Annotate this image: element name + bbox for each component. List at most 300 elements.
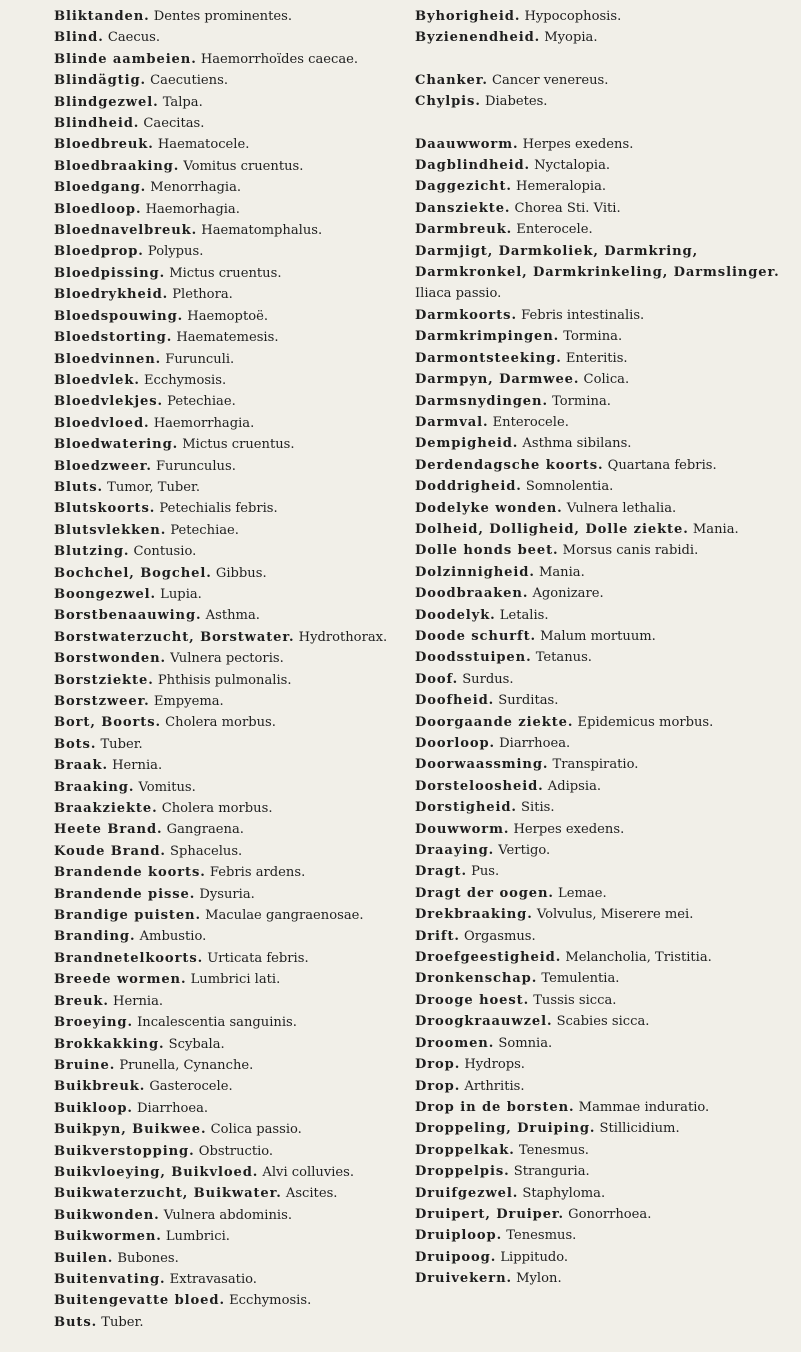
entry-term: Darmkoorts. [415, 307, 517, 323]
entry-term: Dragt. [415, 864, 467, 880]
entry-definition: Morsus canis rabidi. [558, 543, 699, 559]
entry-term: Buikwormen. [54, 1229, 162, 1245]
dictionary-entry [54, 1076, 406, 1097]
entry-definition: Alvi colluvies. [258, 1164, 355, 1180]
entry-term: Dolheid, Dolligheid, Dolle ziekte. [415, 521, 689, 537]
dictionary-entry [415, 70, 785, 91]
section-d [415, 134, 785, 1290]
section-gap [415, 113, 785, 134]
entry-definition: Tuber. [97, 1314, 144, 1330]
entry-term: Druiploop. [415, 1228, 503, 1244]
entry-definition: Enterocele. [488, 414, 569, 430]
dictionary-entry [54, 27, 406, 48]
entry-definition: Petechialis febris. [155, 501, 278, 517]
entry-definition: Cancer venereus. [487, 72, 609, 88]
entry-term: Droefgeestigheid. [415, 950, 562, 966]
entry-term: Blinde aambeien. [54, 51, 197, 67]
section-by [415, 6, 785, 49]
dictionary-entry [415, 476, 785, 497]
entry-definition: Polypus. [143, 244, 204, 260]
dictionary-entry [415, 840, 785, 861]
dictionary-entry [415, 926, 785, 947]
entry-definition: Chorea Sti. Viti. [510, 200, 621, 216]
dictionary-entry [415, 1097, 785, 1118]
entry-term: Druivekern. [415, 1271, 512, 1287]
dictionary-entry [54, 1162, 406, 1183]
entry-term: Dodelyke wonden. [415, 500, 563, 516]
dictionary-entry [54, 241, 406, 262]
dictionary-entry [415, 733, 785, 754]
entry-term: Koude Brand. [54, 843, 166, 859]
dictionary-entry [54, 734, 406, 755]
entry-definition: Enterocele. [512, 222, 593, 238]
dictionary-entry [54, 584, 406, 605]
dictionary-entry [54, 456, 406, 477]
entry-term: Breede wormen. [54, 972, 187, 988]
entry-definition: Stranguria. [509, 1164, 590, 1180]
dictionary-entry [54, 1012, 406, 1033]
entry-definition: Haemoptoë. [183, 308, 268, 324]
entry-definition: Lemae. [553, 885, 607, 901]
entry-term: Draaying. [415, 843, 495, 859]
entry-term: Drooge hoest. [415, 992, 530, 1008]
dictionary-entry [54, 1269, 406, 1290]
entry-term: Darmpyn, Darmwee. [415, 372, 580, 388]
entry-term: Blindägtig. [54, 73, 146, 89]
entry-term: Blutsvlekken. [54, 522, 167, 538]
dictionary-entry [415, 947, 785, 968]
entry-definition: Tumor, Tuber. [102, 479, 201, 495]
dictionary-entry [54, 349, 406, 370]
entry-definition: Sitis. [516, 800, 555, 816]
entry-definition: Herpes exedens. [509, 821, 625, 837]
entry-term: Bluts. [54, 479, 103, 495]
dictionary-entry [54, 477, 406, 498]
dictionary-entry [415, 626, 785, 647]
dictionary-entry [415, 605, 785, 626]
entry-term: Dronkenschap. [415, 971, 538, 987]
entry-definition: Tenesmus. [502, 1228, 577, 1244]
entry-term: Byzienendheid. [415, 30, 541, 46]
entry-definition: Haemorrhagia. [149, 415, 255, 431]
entry-definition: Gasterocele. [145, 1079, 233, 1095]
entry-term: Brandende koorts. [54, 865, 206, 881]
entry-definition: Obstructio. [194, 1143, 274, 1159]
dictionary-entry [415, 797, 785, 818]
dictionary-entry [415, 241, 785, 305]
entry-definition: Surdus. [458, 671, 514, 687]
entry-definition: Empyema. [149, 694, 224, 709]
entry-definition: Vertigo. [494, 843, 551, 859]
entry-term: Doddrigheid. [415, 479, 522, 495]
dictionary-entry [415, 433, 785, 454]
entry-definition: Ascites. [281, 1186, 338, 1202]
entry-term: Brandende pisse. [54, 886, 196, 902]
entry-term: Buitengevatte bloed. [54, 1293, 225, 1309]
entry-definition: Tormina. [559, 329, 623, 345]
entry-definition: Scybala. [164, 1036, 225, 1052]
dictionary-entry [54, 177, 406, 198]
entry-term: Bloedloop. [54, 201, 142, 217]
entry-term: Druifgezwel. [415, 1185, 519, 1201]
dictionary-entry [54, 926, 406, 947]
entry-term: Douwworm. [415, 821, 510, 837]
dictionary-entry [54, 70, 406, 91]
dictionary-entry [54, 1183, 406, 1204]
right-column [415, 6, 785, 1290]
entry-term: Bloedstorting. [54, 330, 173, 346]
entry-term: Dansziekte. [415, 200, 511, 216]
entry-term: Bloedvlekjes. [54, 394, 163, 410]
dictionary-entry [415, 712, 785, 733]
entry-definition: Caecutiens. [145, 73, 228, 89]
entry-term: Bloedrykheid. [54, 287, 169, 303]
entry-term: Blutskoorts. [54, 501, 156, 517]
entry-definition: Diarrhoea. [132, 1100, 209, 1116]
dictionary-entry [54, 948, 406, 969]
entry-definition: Temulentia. [537, 971, 620, 987]
entry-term: Bloedzweer. [54, 458, 152, 474]
entry-term: Bochchel, Bogchel. [54, 565, 212, 581]
entry-definition: Petechiae. [162, 394, 236, 410]
entry-definition: Dysuria. [195, 886, 255, 902]
dictionary-entry [415, 1268, 785, 1289]
entry-term: Doodbraaken. [415, 586, 529, 602]
entry-term: Drift. [415, 928, 460, 944]
entry-term: Drekbraaking. [415, 907, 533, 923]
entry-term: Broeying. [54, 1015, 133, 1031]
dictionary-entry [415, 1054, 785, 1075]
left-column [54, 6, 406, 1333]
dictionary-entry [415, 134, 785, 155]
entry-definition: Maculae gangraenosae. [200, 908, 364, 924]
dictionary-entry [54, 434, 406, 455]
entry-definition: Epidemicus morbus. [573, 714, 714, 730]
entry-term: Dorstigheid. [415, 800, 517, 816]
dictionary-entry [415, 990, 785, 1011]
dictionary-entry [54, 284, 406, 305]
entry-term: Branding. [54, 929, 136, 945]
dictionary-entry [54, 220, 406, 241]
entry-term: Borstzweer. [54, 694, 150, 709]
entry-term: Doodelyk. [415, 607, 496, 623]
entry-definition: Petechiae. [166, 522, 239, 538]
dictionary-entry [415, 861, 785, 882]
entry-term: Drop in de borsten. [415, 1099, 575, 1115]
dictionary-entry [54, 755, 406, 776]
entry-term: Doof. [415, 671, 459, 687]
dictionary-entry [54, 777, 406, 798]
entry-term: Blind. [54, 30, 104, 46]
entry-definition: Melancholia, Tristitia. [561, 950, 712, 966]
entry-definition: Gangraena. [162, 822, 244, 838]
section-c [415, 70, 785, 113]
entry-definition: Dentes prominentes. [149, 9, 292, 24]
dictionary-entry [54, 1248, 406, 1269]
dictionary-entry [54, 370, 406, 391]
entry-term: Doode schurft. [415, 628, 536, 644]
entry-definition: Febris intestinalis. [516, 307, 645, 323]
dictionary-entry [415, 219, 785, 240]
dictionary-entry [54, 627, 406, 648]
entry-term: Druipoog. [415, 1249, 497, 1265]
dictionary-entry [54, 92, 406, 113]
dictionary-entry [415, 519, 785, 540]
entry-definition: Hypocophosis. [520, 9, 622, 24]
entry-definition: Haematomphalus. [197, 223, 323, 239]
dictionary-entry [415, 348, 785, 369]
dictionary-entry [415, 1076, 785, 1097]
entry-definition: Haemorrhoïdes caecae. [196, 51, 359, 67]
entry-term: Darmbreuk. [415, 222, 513, 238]
entry-definition: Caecus. [103, 30, 161, 46]
entry-term: Doodsstuipen. [415, 650, 532, 666]
entry-definition: Mania. [688, 521, 739, 537]
entry-term: Bruine. [54, 1057, 116, 1073]
entry-term: Dolzinnigheid. [415, 564, 535, 580]
entry-term: Bloedspouwing. [54, 308, 184, 324]
section-gap [415, 49, 785, 70]
dictionary-entry [415, 391, 785, 412]
entry-definition: Diarrhoea. [494, 736, 571, 751]
entry-definition: Mictus cruentus. [165, 265, 282, 281]
dictionary-entry [54, 819, 406, 840]
dictionary-entry [54, 1055, 406, 1076]
entry-term: Doofheid. [415, 693, 495, 709]
dictionary-entry [415, 1183, 785, 1204]
dictionary-entry [415, 155, 785, 176]
entry-definition: Quartana febris. [603, 457, 717, 473]
dictionary-entry [415, 1161, 785, 1182]
entry-term: Buikwonden. [54, 1207, 160, 1223]
entry-term: Doorwaassming. [415, 757, 549, 773]
dictionary-entry [54, 605, 406, 626]
entry-definition: Bubones. [113, 1250, 179, 1266]
entry-term: Darmontsteeking. [415, 350, 562, 366]
dictionary-entry [54, 391, 406, 412]
entry-definition: Herpes exedens. [518, 136, 634, 152]
entry-definition: Asthma sibilans. [518, 436, 632, 452]
entry-definition: Hernia. [108, 993, 164, 1009]
dictionary-entry [54, 1119, 406, 1140]
entry-term: Darmjigt, Darmkoliek, Darmkring, Darmkronkel, Darmkrinkeling, Darmslinger. [415, 243, 780, 281]
dictionary-entry [415, 1204, 785, 1225]
entry-term: Buikvloeying, Buikvloed. [54, 1164, 259, 1180]
entry-definition: Pus. [466, 864, 500, 880]
entry-term: Bloedvlek. [54, 372, 140, 388]
dictionary-entry [54, 905, 406, 926]
entry-term: Buikbreuk. [54, 1079, 146, 1095]
entry-definition: Gonorrhoea. [564, 1206, 652, 1222]
dictionary-entry [54, 6, 406, 27]
entry-definition: Furunculi. [161, 351, 235, 367]
entry-definition: Colica. [579, 372, 630, 388]
dictionary-entry [415, 1225, 785, 1246]
entry-term: Darmsnydingen. [415, 393, 548, 409]
dictionary-entry [54, 862, 406, 883]
dictionary-entry [54, 498, 406, 519]
dictionary-entry [54, 134, 406, 155]
entry-definition: Nyctalopia. [530, 158, 611, 174]
entry-definition: Tetanus. [531, 650, 592, 666]
entry-term: Druipert, Druiper. [415, 1206, 564, 1222]
entry-term: Darmval. [415, 414, 489, 430]
entry-definition: Letalis. [495, 607, 549, 623]
dictionary-entry [54, 1034, 406, 1055]
entry-definition: Volvulus, Miserere mei. [532, 907, 694, 923]
dictionary-entry [415, 968, 785, 989]
entry-definition: Surditas. [494, 693, 559, 709]
dictionary-entry [54, 156, 406, 177]
entry-term: Buikverstopping. [54, 1143, 195, 1159]
entry-term: Dorsteloosheid. [415, 778, 544, 794]
dictionary-entry [54, 306, 406, 327]
entry-term: Bloedvloed. [54, 415, 150, 431]
dictionary-entry [415, 1140, 785, 1161]
entry-definition: Mania. [534, 564, 585, 580]
entry-term: Droppelkak. [415, 1142, 515, 1158]
dictionary-entry [415, 326, 785, 347]
entry-definition: Malum mortuum. [536, 628, 656, 644]
dictionary-entry [415, 498, 785, 519]
entry-definition: Lumbrici lati. [186, 972, 281, 988]
dictionary-entry [415, 176, 785, 197]
entry-definition: Tenesmus. [514, 1142, 589, 1158]
entry-term: Brandnetelkoorts. [54, 950, 204, 966]
dictionary-entry [54, 1141, 406, 1162]
entry-definition: Colica passio. [206, 1122, 302, 1138]
entry-definition: Hydrops. [460, 1057, 525, 1073]
entry-definition: Tuber. [96, 736, 143, 752]
dictionary-entry [415, 754, 785, 775]
entry-definition: Tussis sicca. [529, 992, 617, 1008]
dictionary-entry [54, 884, 406, 905]
entry-term: Bliktanden. [54, 9, 150, 24]
entry-definition: Somnolentia. [521, 479, 614, 495]
entry-definition: Vulnera abdominis. [159, 1207, 292, 1223]
entry-term: Bots. [54, 736, 97, 752]
dictionary-entry [54, 199, 406, 220]
dictionary-entry [415, 1247, 785, 1268]
dictionary-entry [415, 455, 785, 476]
entry-definition: Talpa. [158, 94, 203, 110]
dictionary-entry [415, 819, 785, 840]
entry-definition: Vulnera pectoris. [166, 651, 284, 667]
entry-definition: Menorrhagia. [146, 180, 242, 196]
entry-definition: Vomitus. [134, 779, 196, 795]
entry-term: Buts. [54, 1314, 98, 1330]
entry-term: Drop. [415, 1078, 461, 1094]
entry-term: Heete Brand. [54, 822, 163, 838]
dictionary-entry [54, 648, 406, 669]
dictionary-entry [54, 712, 406, 733]
entry-definition: Agonizare. [528, 586, 604, 602]
dictionary-entry [54, 798, 406, 819]
entry-definition: Hernia. [107, 758, 163, 774]
entry-term: Doorgaande ziekte. [415, 714, 574, 730]
dictionary-entry [54, 691, 406, 712]
entry-term: Bloedpissing. [54, 265, 166, 281]
entry-definition: Prunella, Cynanche. [115, 1057, 254, 1073]
entry-term: Buitenvating. [54, 1271, 166, 1287]
entry-definition: Mylon. [511, 1271, 562, 1287]
entry-term: Braakziekte. [54, 801, 158, 817]
entry-term: Buikloop. [54, 1100, 133, 1116]
entry-definition: Orgasmus. [459, 928, 536, 944]
entry-term: Buikwaterzucht, Buikwater. [54, 1186, 282, 1202]
dictionary-entry [54, 563, 406, 584]
entry-definition: Plethora. [168, 287, 233, 303]
entry-term: Drop. [415, 1057, 461, 1073]
entry-definition: Enteritis. [561, 350, 628, 366]
dictionary-entry [415, 27, 785, 48]
entry-term: Breuk. [54, 993, 109, 1009]
dictionary-entry [54, 991, 406, 1012]
entry-definition: Haemorhagia. [141, 201, 240, 217]
dictionary-entry [415, 198, 785, 219]
entry-definition: Furunculus. [151, 458, 236, 474]
entry-term: Bloedwatering. [54, 437, 179, 453]
entry-term: Borstziekte. [54, 672, 154, 688]
entry-term: Borstwaterzucht, Borstwater. [54, 629, 295, 645]
entry-definition: Haematemesis. [172, 330, 279, 346]
entry-definition: Lumbrici. [161, 1229, 230, 1245]
dictionary-entry [54, 670, 406, 691]
dictionary-entry [54, 263, 406, 284]
dictionary-entry [54, 413, 406, 434]
entry-definition: Adipsia. [543, 778, 602, 794]
entry-definition: Asthma. [201, 608, 260, 624]
dictionary-entry [415, 369, 785, 390]
entry-term: Droogkraauwzel. [415, 1014, 553, 1030]
dictionary-entry [415, 583, 785, 604]
entry-definition: Scabies sicca. [552, 1014, 650, 1030]
dictionary-entry [415, 904, 785, 925]
entry-term: Byhorigheid. [415, 9, 521, 24]
entry-term: Bort, Boorts. [54, 715, 161, 731]
entry-term: Braak. [54, 758, 108, 774]
entry-term: Chanker. [415, 72, 488, 88]
entry-definition: Ecchymosis. [139, 372, 227, 388]
dictionary-entry [54, 841, 406, 862]
entry-definition: Diabetes. [480, 94, 548, 110]
entry-definition: Mictus cruentus. [178, 437, 295, 453]
entry-definition: Cholera morbus. [157, 801, 273, 817]
entry-term: Brokkakking. [54, 1036, 165, 1052]
entry-definition: Tormina. [547, 393, 611, 409]
dictionary-entry [54, 49, 406, 70]
entry-definition: Iliaca passio. [415, 286, 502, 302]
entry-term: Daauwworm. [415, 136, 519, 152]
entry-term: Bloedvinnen. [54, 351, 162, 367]
entry-term: Dolle honds beet. [415, 543, 559, 559]
entry-term: Bloedgang. [54, 180, 147, 196]
dictionary-entry [54, 1290, 406, 1311]
entry-term: Blindheid. [54, 116, 140, 132]
dictionary-entry [54, 1098, 406, 1119]
entry-definition: Haematocele. [153, 137, 250, 153]
entry-definition: Myopia. [540, 30, 598, 46]
dictionary-entry [415, 647, 785, 668]
entry-definition: Gibbus. [211, 565, 267, 581]
dictionary-entry [415, 690, 785, 711]
dictionary-entry [415, 883, 785, 904]
dictionary-entry [415, 305, 785, 326]
dictionary-entry [415, 91, 785, 112]
entry-term: Darmkrimpingen. [415, 329, 560, 345]
dictionary-entry [54, 541, 406, 562]
entry-term: Dagblindheid. [415, 158, 531, 174]
